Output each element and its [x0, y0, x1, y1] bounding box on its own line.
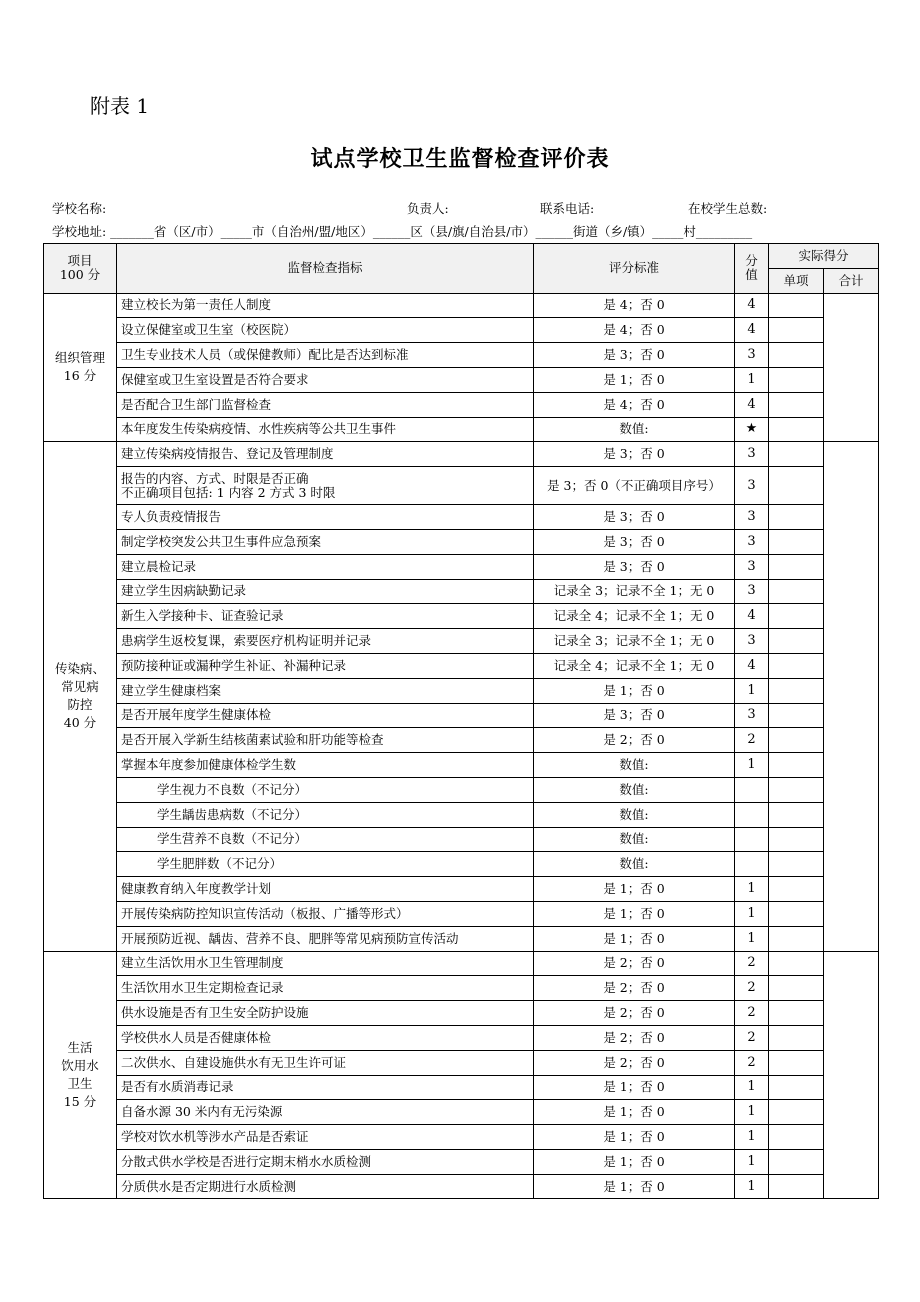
single-score-cell[interactable] [769, 678, 824, 703]
header-single: 单项 [769, 268, 824, 293]
single-score-cell[interactable] [769, 417, 824, 442]
indicator-cell: 建立传染病疫情报告、登记及管理制度 [117, 442, 534, 467]
indicator-cell: 建立校长为第一责任人制度 [117, 293, 534, 318]
table-row [44, 367, 879, 392]
table-row [44, 467, 879, 505]
table-row [44, 293, 879, 318]
criteria-cell: 是 2；否 0 [534, 976, 735, 1001]
table-row [44, 703, 879, 728]
single-score-cell[interactable] [769, 1050, 824, 1075]
header-indicator: 监督检查指标 [117, 244, 534, 294]
single-score-cell[interactable] [769, 579, 824, 604]
criteria-cell: 是 1；否 0 [534, 926, 735, 951]
header-criteria: 评分标准 [534, 244, 735, 294]
criteria-cell: 是 1；否 0 [534, 1100, 735, 1125]
single-score-cell[interactable] [769, 467, 824, 505]
criteria-cell: 是 1；否 0 [534, 1149, 735, 1174]
table-row [44, 1050, 879, 1075]
criteria-cell: 是 2；否 0 [534, 1001, 735, 1026]
single-score-cell[interactable] [769, 1075, 824, 1100]
table-row [44, 554, 879, 579]
indicator-cell: 是否有水质消毒记录 [117, 1075, 534, 1100]
single-score-cell[interactable] [769, 753, 824, 778]
indicator-cell: 健康教育纳入年度教学计划 [117, 877, 534, 902]
table-row [44, 951, 879, 976]
single-score-cell[interactable] [769, 1100, 824, 1125]
indicator-cell: 供水设施是否有卫生安全防护设施 [117, 1001, 534, 1026]
single-score-cell[interactable] [769, 1001, 824, 1026]
total-score-cell[interactable] [824, 442, 879, 951]
single-score-cell[interactable] [769, 827, 824, 852]
table-row [44, 579, 879, 604]
table-row [44, 604, 879, 629]
table-row [44, 653, 879, 678]
points-cell: 1 [735, 877, 769, 902]
points-cell: 2 [735, 951, 769, 976]
indicator-cell: 掌握本年度参加健康体检学生数 [117, 753, 534, 778]
header-points: 分 值 [735, 244, 769, 294]
criteria-cell: 数值: [534, 753, 735, 778]
points-cell: 3 [735, 703, 769, 728]
single-score-cell[interactable] [769, 293, 824, 318]
criteria-cell: 是 3；否 0（不正确项目序号） [534, 467, 735, 505]
points-cell: 2 [735, 976, 769, 1001]
single-score-cell[interactable] [769, 852, 824, 877]
criteria-cell: 是 3；否 0 [534, 343, 735, 368]
indicator-cell: 本年度发生传染病疫情、水性疾病等公共卫生事件 [117, 417, 534, 442]
points-cell [735, 827, 769, 852]
points-cell: 4 [735, 653, 769, 678]
table-row [44, 777, 879, 802]
single-score-cell[interactable] [769, 777, 824, 802]
indicator-cell: 分质供水是否定期进行水质检测 [117, 1174, 534, 1199]
table-row [44, 852, 879, 877]
indicator-cell: 学生视力不良数（不记分） [117, 777, 534, 802]
table-row [44, 629, 879, 654]
points-cell: 3 [735, 629, 769, 654]
table-row [44, 728, 879, 753]
criteria-cell: 是 2；否 0 [534, 728, 735, 753]
table-row [44, 926, 879, 951]
points-cell [735, 852, 769, 877]
criteria-cell: 是 2；否 0 [534, 1025, 735, 1050]
single-score-cell[interactable] [769, 529, 824, 554]
points-cell: 2 [735, 1050, 769, 1075]
table-row [44, 827, 879, 852]
points-cell: 3 [735, 554, 769, 579]
table-row [44, 976, 879, 1001]
table-row [44, 1001, 879, 1026]
table-row [44, 1100, 879, 1125]
students-label: 在校学生总数: [688, 201, 768, 216]
table-row [44, 802, 879, 827]
criteria-cell: 是 1；否 0 [534, 1125, 735, 1150]
criteria-cell: 数值: [534, 802, 735, 827]
points-cell: 1 [735, 1125, 769, 1150]
table-row [44, 442, 879, 467]
points-cell: 4 [735, 604, 769, 629]
indicator-cell: 是否开展年度学生健康体检 [117, 703, 534, 728]
table-row [44, 1075, 879, 1100]
criteria-cell: 是 2；否 0 [534, 951, 735, 976]
indicator-cell: 制定学校突发公共卫生事件应急预案 [117, 529, 534, 554]
single-score-cell[interactable] [769, 728, 824, 753]
indicator-cell: 开展传染病防控知识宣传活动（板报、广播等形式） [117, 901, 534, 926]
criteria-cell: 记录全 3；记录不全 1；无 0 [534, 629, 735, 654]
single-score-cell[interactable] [769, 1125, 824, 1150]
indicator-cell: 学生龋齿患病数（不记分） [117, 802, 534, 827]
single-score-cell[interactable] [769, 951, 824, 976]
single-score-cell[interactable] [769, 653, 824, 678]
table-row [44, 318, 879, 343]
criteria-cell: 是 4；否 0 [534, 392, 735, 417]
points-cell: 4 [735, 318, 769, 343]
points-cell: 1 [735, 1174, 769, 1199]
criteria-cell: 记录全 4；记录不全 1；无 0 [534, 604, 735, 629]
page-title: 试点学校卫生监督检查评价表 [310, 146, 610, 172]
indicator-cell: 分散式供水学校是否进行定期末梢水水质检测 [117, 1149, 534, 1174]
table-row [44, 343, 879, 368]
table-row [44, 1125, 879, 1150]
criteria-cell: 记录全 3；记录不全 1；无 0 [534, 579, 735, 604]
criteria-cell: 是 1；否 0 [534, 367, 735, 392]
single-score-cell[interactable] [769, 554, 824, 579]
points-cell [735, 777, 769, 802]
table-row [44, 1149, 879, 1174]
indicator-cell: 学生肥胖数（不记分） [117, 852, 534, 877]
single-score-cell[interactable] [769, 442, 824, 467]
indicator-cell: 建立学生健康档案 [117, 678, 534, 703]
indicator-cell: 预防接种证或漏种学生补证、补漏种记录 [117, 653, 534, 678]
single-score-cell[interactable] [769, 1025, 824, 1050]
criteria-cell: 数值: [534, 827, 735, 852]
table-row [44, 417, 879, 442]
total-score-cell[interactable] [824, 293, 879, 442]
responsible-label: 负责人: [407, 201, 449, 216]
table-row [44, 901, 879, 926]
indicator-cell: 自备水源 30 米内有无污染源 [117, 1100, 534, 1125]
table-row [44, 678, 879, 703]
indicator-cell: 新生入学接种卡、证查验记录 [117, 604, 534, 629]
header-actual: 实际得分 [769, 244, 879, 269]
single-score-cell[interactable] [769, 343, 824, 368]
single-score-cell[interactable] [769, 505, 824, 530]
criteria-cell: 是 3；否 0 [534, 442, 735, 467]
single-score-cell[interactable] [769, 976, 824, 1001]
points-cell: 2 [735, 728, 769, 753]
header-total: 合计 [824, 268, 879, 293]
points-cell: 1 [735, 1075, 769, 1100]
single-score-cell[interactable] [769, 703, 824, 728]
criteria-cell: 是 3；否 0 [534, 554, 735, 579]
table-row [44, 877, 879, 902]
points-cell: 4 [735, 293, 769, 318]
section-name: 组织管理 16 分 [44, 293, 117, 442]
points-cell: 3 [735, 529, 769, 554]
points-cell: 3 [735, 343, 769, 368]
indicator-cell: 报告的内容、方式、时限是否正确 不正确项目包括: 1 内容 2 方式 3 时限 [117, 467, 534, 505]
points-cell: 1 [735, 753, 769, 778]
table-row [44, 529, 879, 554]
table-row [44, 1025, 879, 1050]
single-score-cell[interactable] [769, 901, 824, 926]
single-score-cell[interactable] [769, 877, 824, 902]
criteria-cell: 是 3；否 0 [534, 529, 735, 554]
criteria-cell: 是 3；否 0 [534, 505, 735, 530]
single-score-cell[interactable] [769, 802, 824, 827]
table-row [44, 505, 879, 530]
address-label: 学校地址: _______省（区/市）_____市（自治州/盟/地区）______区（县/旗/自治县/市）______街道（乡/镇）_____村_________ [52, 224, 753, 239]
indicator-cell: 设立保健室或卫生室（校医院） [117, 318, 534, 343]
evaluation-table [43, 243, 879, 1199]
table-row [44, 1174, 879, 1199]
criteria-cell: 是 1；否 0 [534, 678, 735, 703]
indicator-cell: 专人负责疫情报告 [117, 505, 534, 530]
single-score-cell[interactable] [769, 318, 824, 343]
total-score-cell[interactable] [824, 951, 879, 1199]
single-score-cell[interactable] [769, 1149, 824, 1174]
single-score-cell[interactable] [769, 629, 824, 654]
section-name: 生活 饮用水 卫生 15 分 [44, 951, 117, 1199]
indicator-cell: 保健室或卫生室设置是否符合要求 [117, 367, 534, 392]
criteria-cell: 是 2；否 0 [534, 1050, 735, 1075]
criteria-cell: 是 3；否 0 [534, 703, 735, 728]
header-item: 项目 100 分 [44, 244, 117, 294]
points-cell: 3 [735, 467, 769, 505]
points-cell: 1 [735, 1100, 769, 1125]
points-cell: 2 [735, 1025, 769, 1050]
points-cell [735, 802, 769, 827]
criteria-cell: 是 1；否 0 [534, 901, 735, 926]
single-score-cell[interactable] [769, 392, 824, 417]
points-cell: 1 [735, 901, 769, 926]
points-cell: 1 [735, 367, 769, 392]
annex-label: 附表 1 [90, 94, 150, 118]
indicator-cell: 是否配合卫生部门监督检查 [117, 392, 534, 417]
section-name: 传染病、 常见病 防控 40 分 [44, 442, 117, 951]
indicator-cell: 卫生专业技术人员（或保健教师）配比是否达到标准 [117, 343, 534, 368]
indicator-cell: 建立晨检记录 [117, 554, 534, 579]
criteria-cell: 是 1；否 0 [534, 1075, 735, 1100]
indicator-cell: 学校对饮水机等涉水产品是否索证 [117, 1125, 534, 1150]
criteria-cell: 是 4；否 0 [534, 318, 735, 343]
points-cell: 1 [735, 678, 769, 703]
criteria-cell: 是 4；否 0 [534, 293, 735, 318]
indicator-cell: 二次供水、自建设施供水有无卫生许可证 [117, 1050, 534, 1075]
criteria-cell: 数值: [534, 777, 735, 802]
single-score-cell[interactable] [769, 367, 824, 392]
points-cell: 1 [735, 926, 769, 951]
phone-label: 联系电话: [540, 201, 595, 216]
indicator-cell: 学校供水人员是否健康体检 [117, 1025, 534, 1050]
criteria-cell: 记录全 4；记录不全 1；无 0 [534, 653, 735, 678]
points-cell: 2 [735, 1001, 769, 1026]
points-cell: ★ [735, 417, 769, 442]
table-body [44, 293, 879, 1199]
single-score-cell[interactable] [769, 926, 824, 951]
indicator-cell: 生活饮用水卫生定期检查记录 [117, 976, 534, 1001]
criteria-cell: 是 1；否 0 [534, 877, 735, 902]
points-cell: 3 [735, 579, 769, 604]
indicator-cell: 患病学生返校复课，索要医疗机构证明并记录 [117, 629, 534, 654]
school-name-label: 学校名称: [52, 201, 107, 216]
points-cell: 4 [735, 392, 769, 417]
points-cell: 3 [735, 505, 769, 530]
indicator-cell: 是否开展入学新生结核菌素试验和肝功能等检查 [117, 728, 534, 753]
criteria-cell: 是 1；否 0 [534, 1174, 735, 1199]
single-score-cell[interactable] [769, 604, 824, 629]
table-row [44, 392, 879, 417]
points-cell: 1 [735, 1149, 769, 1174]
single-score-cell[interactable] [769, 1174, 824, 1199]
indicator-cell: 建立学生因病缺勤记录 [117, 579, 534, 604]
criteria-cell: 数值: [534, 852, 735, 877]
indicator-cell: 学生营养不良数（不记分） [117, 827, 534, 852]
table-row [44, 753, 879, 778]
points-cell: 3 [735, 442, 769, 467]
indicator-cell: 开展预防近视、龋齿、营养不良、肥胖等常见病预防宣传活动 [117, 926, 534, 951]
criteria-cell: 数值: [534, 417, 735, 442]
indicator-cell: 建立生活饮用水卫生管理制度 [117, 951, 534, 976]
